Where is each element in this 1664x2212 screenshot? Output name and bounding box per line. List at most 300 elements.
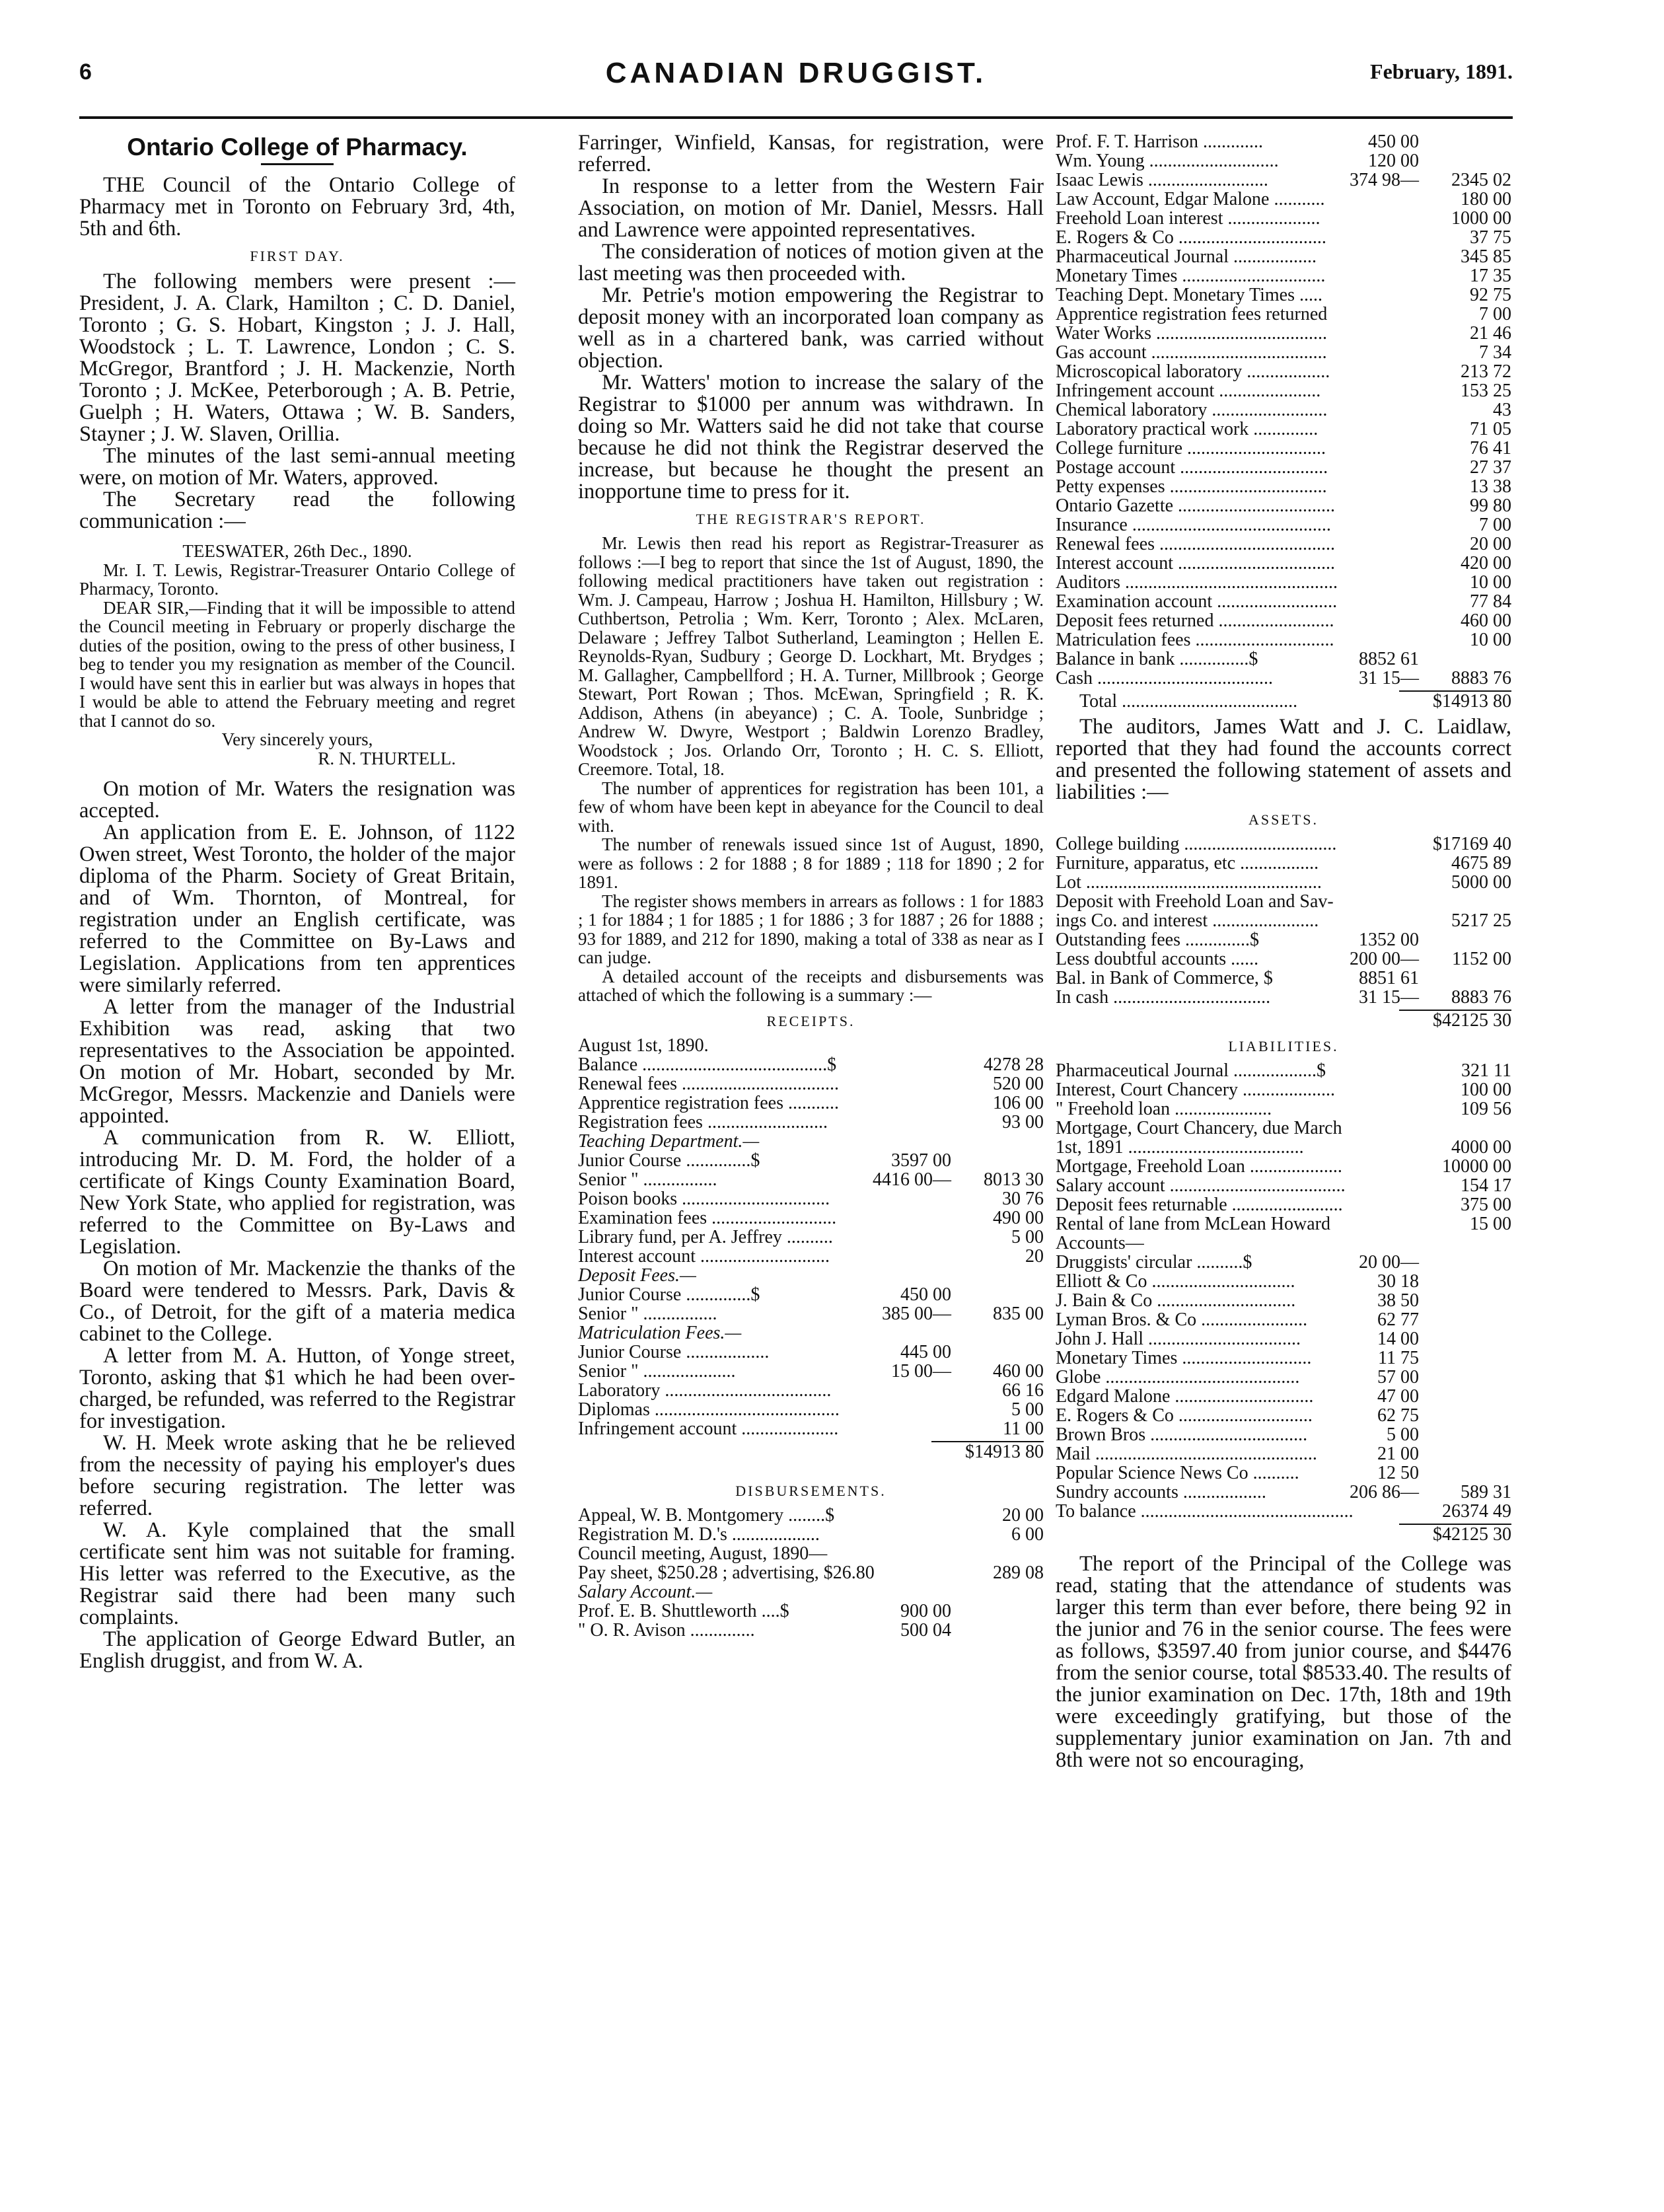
ledger-row	[1056, 1157, 1511, 1176]
paragraph: The report of the Principal of the College was read, stating that the attendance of students was larger this term than ever before, there being 92 in the junior and 76 in the senior course. The fees were as follows, $3597.40 from junior course, and $4476 from the senior course, total $8533.40. The results of the junior examination on Dec. 17th, 18th and 19th were exceedingly gratifying, but those of the supplementary junior examination on Jan. 7th and 8th were not so encouraging,	[1056, 1552, 1511, 1772]
ledger-amount	[852, 1419, 951, 1438]
ledger-amount	[1338, 573, 1428, 592]
ledger-row	[1056, 988, 1511, 1007]
page-header	[79, 57, 1513, 103]
ledger-item: Monetary Times ...............................	[1056, 266, 1326, 286]
ledger-total	[1419, 1425, 1511, 1444]
disbursements-heading: DISBURSEMENTS.	[735, 1482, 886, 1499]
ledger-item: Lyman Bros. & Co .......................	[1056, 1309, 1308, 1330]
ledger-amount: 14 00	[1377, 1329, 1419, 1349]
ledger-amount	[1320, 854, 1419, 873]
ledger-total: 154 17	[1461, 1175, 1511, 1196]
ledger-row	[1056, 834, 1511, 854]
ledger-total: 17 35	[1470, 266, 1511, 286]
ledger-item: Law Account, Edgar Malone ...........	[1056, 189, 1325, 209]
ledger-total: 77 84	[1470, 591, 1511, 612]
ledger-item: Diplomas ........................................	[578, 1399, 840, 1420]
ledger-amount	[1327, 324, 1422, 343]
paragraph: In response to a letter from the Western Fair Association, on motion of Mr. Daniel, Messrs. Hall and Lawrence were appointed representatives.	[578, 174, 1044, 242]
ledger-item: Poison books ................................	[578, 1188, 830, 1209]
ledger-amount: 450 00	[900, 1284, 951, 1305]
ledger-amount	[1335, 1080, 1426, 1099]
ledger-amount: 62 77	[1377, 1309, 1419, 1330]
ledger-row	[1056, 362, 1511, 381]
ledger-row	[1056, 1463, 1511, 1483]
paragraph: On motion of Mr. Mackenzie the thanks of the Board were tendered to Messrs. Park, Davis & Co., of Detroit, for the gift of a materia medica cabinet to the College.	[79, 1257, 515, 1346]
ledger-item: Apprentice registration fees returned	[1056, 304, 1328, 324]
ledger-item: Bal. in Bank of Commerce, $	[1056, 968, 1273, 988]
ledger-item: John J. Hall .................................	[1056, 1329, 1301, 1349]
ledger-total	[1419, 1368, 1511, 1387]
ledger-item: Ontario Gazette ..................................	[1056, 496, 1336, 516]
ledger-row	[1056, 439, 1511, 458]
ledger-item: Salary account ......................................	[1056, 1175, 1346, 1196]
ledger-row	[1056, 1272, 1511, 1291]
ledger-item: Appeal, W. B. Montgomery ........$	[578, 1504, 835, 1526]
ledger-row	[578, 1247, 1044, 1266]
ledger-amount	[1320, 911, 1419, 930]
ledger-amount	[1328, 458, 1423, 477]
ledger-row	[578, 1506, 1044, 1525]
ledger-amount	[852, 1247, 951, 1266]
paragraph: W. A. Kyle complained that the small certificate sent him was not suitable for framing. His letter was referred to the Executive, as the Registrar said there had been many such complaints.	[79, 1518, 515, 1629]
ledger-total: 7 34	[1479, 342, 1511, 363]
ledger-total: 5 00	[1011, 1399, 1044, 1420]
liabilities-total: $42125 30	[1433, 1524, 1511, 1545]
ledger-amount: 900 00	[900, 1600, 951, 1621]
ledger-amount	[1320, 381, 1419, 400]
ledger-item: Mortgage, Freehold Loan ....................	[1056, 1156, 1342, 1177]
ledger-row	[1056, 228, 1511, 247]
ledger-row	[1056, 305, 1511, 324]
ledger-item: Junior Course ..............$	[578, 1284, 760, 1305]
ledger-total	[1419, 969, 1511, 988]
ledger-total: 5 00	[1011, 1226, 1044, 1247]
ledger-amount: 374 98—	[1350, 170, 1419, 190]
ledger-total: 7 00	[1479, 304, 1511, 324]
ledger-total	[1419, 1348, 1511, 1368]
ledger-row	[1056, 1234, 1511, 1253]
ledger-item: Outstanding fees ..............$	[1056, 930, 1259, 950]
paragraph: THE Council of the Ontario College of Pharmacy met in Toronto on February 3rd, 4th, 5th and 6th.	[79, 173, 515, 240]
ledger-amount	[1320, 209, 1419, 228]
ledger-row	[1056, 420, 1511, 439]
ledger-amount	[852, 1381, 951, 1400]
ledger-item: Accounts—	[1056, 1233, 1144, 1253]
ledger-total	[1419, 649, 1511, 669]
ledger-total: 4000 00	[1451, 1137, 1511, 1158]
ledger-row	[578, 1113, 1044, 1132]
column-2	[578, 132, 1044, 1640]
paragraph: The consideration of notices of motion given at the last meeting was then proceeded with.	[578, 240, 1044, 285]
ledger-total: 43	[1493, 400, 1511, 420]
receipts-date: August 1st, 1890.	[578, 1035, 709, 1056]
ledger-total: 4278 28	[984, 1054, 1044, 1075]
subheading: Deposit Fees.—	[578, 1265, 696, 1286]
ledger-amount	[852, 1093, 951, 1113]
letter-signature: R. N. THURTELL.	[318, 748, 456, 768]
ledger-total: 37 75	[1470, 227, 1511, 248]
ledger-total: 10000 00	[1442, 1156, 1511, 1177]
letter-close: Very sincerely yours,	[221, 729, 373, 749]
ledger-row	[1056, 1099, 1511, 1119]
liabilities-table	[1056, 1061, 1511, 1521]
ledger-amount	[852, 1113, 951, 1132]
ledger-total: 153 25	[1461, 381, 1511, 401]
ledger-total: 1000 00	[1451, 208, 1511, 229]
ledger-amount: 38 50	[1377, 1290, 1419, 1311]
ledger-row	[578, 1055, 1044, 1074]
ledger-row	[578, 1381, 1044, 1400]
ledger-item: Petty expenses ..................................	[1056, 476, 1327, 497]
ledger-row	[578, 1419, 1044, 1438]
ledger-total	[1419, 930, 1511, 949]
ledger-row	[1056, 1061, 1511, 1080]
ledger-item: Cash ......................................	[1056, 668, 1273, 688]
ledger-total	[1419, 1463, 1511, 1483]
disbursements-continued-table	[1056, 132, 1511, 688]
ledger-amount	[1326, 1061, 1422, 1080]
report-paragraph: The register shows members in arrears as follows : 1 for 1883 ; 1 for 1884 ; 1 for 1885 ; 1 for 1886 ; 3 for 1887 ; 26 for 1888 ; 93 for 1889, and 212 for 1890, making a total of 338 as near as I can judge.	[578, 891, 1044, 967]
ledger-amount	[1334, 611, 1426, 630]
paragraph: W. H. Meek wrote asking that he be relieved from the necessity of paying his employer's dues before securing registration. The letter was referred.	[79, 1431, 515, 1520]
ledger-amount: 20 00—	[1359, 1252, 1419, 1272]
ledger-total: 30 76	[1002, 1188, 1044, 1209]
subheading: Salary Account.—	[578, 1581, 713, 1602]
ledger-item: Infringement account ......................	[1056, 381, 1321, 401]
ledger-row	[578, 1074, 1044, 1093]
ledger-amount: 500 04	[900, 1619, 951, 1641]
ledger-item: Monetary Times ............................	[1056, 1348, 1312, 1368]
ledger-row	[578, 1304, 1044, 1323]
subheading: Teaching Department.—	[578, 1130, 760, 1152]
ledger-amount	[852, 1055, 951, 1074]
ledger-item: Interest, Court Chancery ....................	[1056, 1080, 1336, 1100]
deposit-table	[578, 1285, 1044, 1323]
ledger-total	[951, 1621, 1044, 1640]
paragraph: The application of George Edward Butler, an English druggist, and from W. A.	[79, 1627, 515, 1673]
ledger-amount	[1343, 1195, 1430, 1214]
ledger-total: 345 85	[1461, 246, 1511, 267]
subheading: Matriculation Fees.—	[578, 1322, 742, 1343]
ledger-total: 321 11	[1461, 1060, 1511, 1081]
ledger-row	[578, 1563, 1044, 1582]
ledger-row	[578, 1170, 1044, 1189]
ledger-total: 835 00	[993, 1303, 1044, 1324]
ledger-amount	[1334, 892, 1426, 911]
article-title: Ontario College of Pharmacy.	[127, 133, 468, 161]
ledger-item: Deposit with Freehold Loan and Sav-	[1056, 891, 1334, 912]
paragraph: The following members were present :— President, J. A. Clark, Hamilton ; C. D. Daniel, Toronto ; G. S. Hobart, Kingston ; J. J. Hall, Woodstock ; L. T. Lawrence, London ; C. S. McGregor, Brantford ; J. H. Mackenzie, North Toronto ; J. McKee, Peterborough ; A. B. Petrie, Guelph ; H. Waters, Ottawa ; W. B. Sanders, Stayner ; J. W. Slaven, Orillia.	[79, 270, 515, 446]
ledger-amount	[852, 1544, 951, 1563]
ledger-total	[1419, 1291, 1511, 1310]
ledger-amount	[1327, 477, 1423, 496]
ledger-total: 375 00	[1461, 1195, 1511, 1215]
ledger-total	[951, 1285, 1044, 1304]
section-heading: FIRST DAY.	[250, 248, 345, 264]
ledger-amount: 120 00	[1368, 151, 1419, 171]
ledger-total: 71 05	[1470, 419, 1511, 439]
ledger-item: Deposit fees returnable ........................	[1056, 1195, 1343, 1215]
ledger-row	[1056, 1195, 1511, 1214]
ledger-row	[1056, 266, 1511, 285]
ledger-row	[578, 1362, 1044, 1381]
ledger-row	[1056, 1348, 1511, 1368]
ledger-amount	[1324, 190, 1421, 209]
ledger-item: Brown Bros ..................................	[1056, 1424, 1308, 1445]
ledger-total: $17169 40	[1433, 834, 1511, 854]
ledger-item: Gas account ......................................	[1056, 342, 1327, 363]
ledger-row	[1056, 190, 1511, 209]
ledger-amount: 450 00	[1368, 131, 1419, 152]
ledger-row	[578, 1343, 1044, 1362]
ledger-item: Matriculation fees ..............................	[1056, 630, 1334, 650]
ledger-row	[1056, 247, 1511, 266]
ledger-total: 20 00	[1470, 534, 1511, 554]
ledger-total: 490 00	[993, 1207, 1044, 1228]
ledger-total: 8013 30	[984, 1169, 1044, 1190]
ledger-row	[1056, 324, 1511, 343]
ledger-item: Lot ...................................................	[1056, 872, 1322, 893]
ledger-total: 4675 89	[1451, 853, 1511, 873]
ledger-item: Wm. Young ............................	[1056, 151, 1279, 171]
ledger-item: Elliott & Co ...............................	[1056, 1271, 1295, 1292]
ledger-total	[1419, 1406, 1511, 1425]
ledger-total: 26374 49	[1442, 1501, 1511, 1522]
section-heading: THE REGISTRAR'S REPORT.	[696, 511, 926, 527]
ledger-amount	[1320, 1099, 1419, 1119]
ledger-total: 520 00	[993, 1073, 1044, 1094]
ledger-item: J. Bain & Co ..............................	[1056, 1290, 1296, 1311]
ledger-total: 20 00	[1002, 1504, 1044, 1526]
liabilities-total-row	[1056, 1525, 1511, 1544]
ledger-total: 10 00	[1470, 572, 1511, 593]
ledger-row	[1056, 1425, 1511, 1444]
total-label: Total ......................................	[1079, 691, 1298, 712]
ledger-item: 1st, 1891 ......................................	[1056, 1137, 1304, 1158]
ledger-row	[578, 1621, 1044, 1640]
ledger-amount	[1320, 420, 1419, 439]
ledger-amount	[1342, 1119, 1430, 1138]
ledger-row	[1056, 669, 1511, 688]
ledger-row	[1056, 1329, 1511, 1348]
ledger-item: Postage account ................................	[1056, 457, 1328, 478]
letter-body: DEAR SIR,—Finding that it will be impossible to attend the Council meeting in February or properly discharge the duties of the position, owing to the press of other business, I beg to tender you my resignation as member of the Council. I would have sent this in earlier but was always in hopes that I would be able to attend the February meeting and regret that I cannot do so.	[79, 597, 515, 731]
ledger-row	[1056, 1291, 1511, 1310]
ledger-total: 289 08	[993, 1562, 1044, 1583]
ledger-total	[1419, 1234, 1511, 1253]
ledger-row	[1056, 854, 1511, 873]
paragraph: Mr. Watters' motion to increase the salary of the Registrar to $1000 per annum was withdrawn. In doing so Mr. Watters said he did not take that course because he did not think the Registrar deserved the increase, but because he thought the present an inopportune time to press for it.	[578, 371, 1044, 503]
ledger-row	[1056, 170, 1511, 190]
ledger-amount: 11 75	[1378, 1348, 1419, 1368]
ledger-item: In cash ..................................	[1056, 987, 1271, 1008]
disbursements-table	[578, 1506, 1044, 1582]
report-paragraph: Mr. Lewis then read his report as Registrar-Treasurer as follows :—I beg to report that since the 1st of August, 1890, the following medical practitioners have taken out registration : Wm. J. Campeau, Harrow ; Joshua H. Hamilton, Hillsbury ; W. Cuthbertson, Petrolia ; Wm. Kerr, Toronto ; Alex. McLaren, Delaware ; Jeffrey Talbot Sutherland, Leamington ; Hellen E. Reynolds-Ryan, Sudbury ; George D. Lockhart, Mt. Brydges ; M. Gallagher, Campbellford ; H. A. Turner, Millbrook ; George Stewart, Port Rowan ; Thos. McEwan, Springfield ; R. K. Addison, Athens (in abeyance) ; C. A. Toole, Sunbridge ; Andrew W. Dwyre, Westport ; Baldwin Lorenzo Bradley, Woodstock ; Jos. Orlando Orr, Toronto ; H. C. S. Elliott, Creemore. Total, 18.	[578, 533, 1044, 779]
ledger-total: 420 00	[1461, 553, 1511, 573]
ledger-amount	[1327, 343, 1423, 362]
ledger-total: 213 72	[1461, 361, 1511, 382]
ledger-amount	[1330, 362, 1424, 381]
ledger-item: Examination account ..........................	[1056, 591, 1338, 612]
ledger-amount: 1352 00	[1359, 930, 1419, 950]
ledger-amount: 30 18	[1377, 1271, 1419, 1292]
paragraph: Mr. Petrie's motion empowering the Registrar to deposit money with an incorporated loan company as well as in a chartered bank, was carried without objection.	[578, 283, 1044, 373]
ledger-item: Popular Science News Co ..........	[1056, 1463, 1299, 1483]
ledger-amount	[1320, 1234, 1419, 1253]
ledger-item: Mortgage, Court Chancery, due March	[1056, 1118, 1342, 1138]
ledger-amount	[1335, 496, 1426, 515]
paragraph: A communication from R. W. Elliott, introducing Mr. D. M. Ford, the holder of a certificate of Kings County Examination Board, New York State, who applied for registration, was referred to the Committee on By-Laws and Legislation.	[79, 1126, 515, 1259]
ledger-row	[1056, 1502, 1511, 1521]
ledger-row	[1056, 285, 1511, 305]
ledger-item: Chemical laboratory .........................	[1056, 400, 1328, 420]
ledger-row	[1056, 1176, 1511, 1195]
ledger-item: Senior " ....................	[578, 1360, 736, 1382]
ledger-row	[578, 1285, 1044, 1304]
ledger-total	[1419, 151, 1511, 170]
ledger-row	[578, 1400, 1044, 1419]
paragraph: Farringer, Winfield, Kansas, for registration, were referred.	[578, 131, 1044, 176]
letter-place: TEESWATER, 26th Dec., 1890.	[182, 541, 412, 561]
ledger-item: Apprentice registration fees ...........	[578, 1092, 839, 1113]
ledger-item: Interest account ..................................	[1056, 553, 1336, 573]
ledger-item: To balance ..............................................	[1056, 1501, 1354, 1522]
ledger-row	[1056, 1483, 1511, 1502]
ledger-amount	[1327, 400, 1422, 420]
ledger-row	[578, 1544, 1044, 1563]
ledger-total	[1426, 892, 1511, 911]
ledger-total	[951, 1602, 1044, 1621]
ledger-row	[1056, 151, 1511, 170]
ledger-amount	[1354, 1502, 1435, 1521]
ledger-item: E. Rogers & Co ................................	[1056, 227, 1326, 248]
ledger-amount	[852, 1525, 951, 1544]
ledger-row	[578, 1189, 1044, 1208]
ledger-amount	[1326, 228, 1422, 247]
ledger-row	[1056, 911, 1511, 930]
ledger-item: " O. R. Avison ..............	[578, 1619, 755, 1641]
ledger-total: 100 00	[1461, 1080, 1511, 1100]
report-paragraph: The number of apprentices for registration has been 101, a few of whom have been kept in abeyance for the Council to deal with.	[578, 778, 1044, 836]
ledger-total: 8883 76	[1451, 987, 1511, 1008]
ledger-item: Rental of lane from McLean Howard	[1056, 1214, 1330, 1234]
ledger-total: 5217 25	[1451, 910, 1511, 931]
ledger-item: Infringement account .....................	[578, 1418, 839, 1439]
ledger-item: Microscopical laboratory ..................	[1056, 361, 1330, 382]
ledger-total	[1419, 1329, 1511, 1348]
ledger-total: 180 00	[1461, 189, 1511, 209]
ledger-row	[1056, 458, 1511, 477]
ledger-total	[951, 1343, 1044, 1362]
ledger-row	[1056, 1080, 1511, 1099]
ledger-item: College building .................................	[1056, 834, 1337, 854]
ledger-row	[1056, 1119, 1511, 1138]
ledger-total: 15 00	[1470, 1214, 1511, 1234]
ledger-total	[951, 1544, 1044, 1563]
paragraph: A letter from M. A. Hutton, of Yonge street, Toronto, asking that $1 which he had been over-charged, be refunded, was referred to the Registrar for investigation.	[79, 1344, 515, 1433]
receipts-table	[578, 1055, 1044, 1132]
ledger-amount: 8852 61	[1359, 649, 1419, 669]
ledger-amount: 200 00—	[1350, 949, 1419, 969]
ledger-item: Renewal fees ......................................	[1056, 534, 1336, 554]
ledger-row	[1056, 969, 1511, 988]
ledger-amount: 445 00	[900, 1341, 951, 1362]
ledger-item: Sundry accounts ..................	[1056, 1482, 1266, 1502]
ledger-total: 92 75	[1470, 285, 1511, 305]
ledger-amount	[1327, 305, 1422, 324]
matriculation-table	[578, 1343, 1044, 1438]
ledger-total: 1152 00	[1452, 949, 1511, 969]
ledger-amount	[852, 1074, 951, 1093]
ledger-item: Globe ..........................................	[1056, 1367, 1300, 1387]
ledger-row	[1056, 535, 1511, 554]
ledger-amount: 385 00—	[882, 1303, 951, 1324]
paragraph: The auditors, James Watt and J. C. Laidlaw, reported that they had found the accounts correct and presented the following statement of assets and liabilities :—	[1056, 715, 1511, 804]
ledger-row	[578, 1151, 1044, 1170]
ledger-total: 106 00	[993, 1092, 1044, 1113]
ledger-amount	[1320, 1138, 1419, 1157]
ledger-total: 460 00	[1461, 610, 1511, 631]
ledger-row	[1056, 554, 1511, 573]
ledger-row	[1056, 1406, 1511, 1425]
ledger-row	[578, 1525, 1044, 1544]
ledger-total: 6 00	[1011, 1524, 1044, 1545]
ledger-row	[1056, 343, 1511, 362]
ledger-total: 7 00	[1479, 515, 1511, 535]
ledger-item: Isaac Lewis ..........................	[1056, 170, 1268, 190]
ledger-row	[1056, 949, 1511, 969]
ledger-amount: 57 00	[1377, 1367, 1419, 1387]
ledger-total: 8883 76	[1451, 668, 1511, 688]
ledger-total: 5000 00	[1451, 872, 1511, 893]
ledger-total	[1419, 132, 1511, 151]
ledger-amount: 206 86—	[1350, 1482, 1419, 1502]
ledger-total: 76 41	[1470, 438, 1511, 459]
ledger-item: Edgard Malone ..............................	[1056, 1386, 1314, 1407]
ledger-row	[1056, 930, 1511, 949]
ledger-item: Furniture, apparatus, etc .................	[1056, 853, 1319, 873]
ledger-row	[1056, 573, 1511, 592]
ledger-item: Renewal fees ..................................	[578, 1073, 840, 1094]
ledger-item: Pharmaceutical Journal ..................	[1056, 246, 1317, 267]
ledger-item: Interest account ............................	[578, 1245, 830, 1267]
ledger-amount	[1330, 1214, 1424, 1234]
ledger-row	[1056, 649, 1511, 669]
ledger-item: Druggists' circular ..........$	[1056, 1252, 1252, 1272]
ledger-item: Balance ........................................$	[578, 1054, 837, 1075]
ledger-item: Laboratory ....................................	[578, 1380, 832, 1401]
ledger-total: 109 56	[1461, 1099, 1511, 1119]
ledger-amount: 12 50	[1377, 1463, 1419, 1483]
assets-total-row	[1056, 1011, 1511, 1030]
ledger-amount: 4416 00—	[873, 1169, 951, 1190]
ledger-amount: 15 00—	[891, 1360, 951, 1382]
ledger-total: 460 00	[993, 1360, 1044, 1382]
ledger-item: Pharmaceutical Journal ..................$	[1056, 1060, 1326, 1081]
salary-table	[578, 1602, 1044, 1640]
ledger-item: Auditors ..............................................	[1056, 572, 1338, 593]
ledger-row	[1056, 1253, 1511, 1272]
ledger-item: Teaching Dept. Monetary Times .....	[1056, 285, 1322, 305]
paragraph: An application from E. E. Johnson, of 1122 Owen street, West Toronto, the holder of the major diploma of the Pharm. Society of Great Britain, and of Wm. Thornton, of Montreal, for registration under an English certificate, was referred to the Committee on By-Laws and Legislation. Applications from ten apprentices were similarly referred.	[79, 821, 515, 997]
report-paragraph: The number of renewals issued since 1st of August, 1890, were as follows : 2 for 1888 ; 8 for 1889 ; 118 for 1890 ; 2 for 1891.	[578, 834, 1044, 892]
ledger-row	[1056, 496, 1511, 515]
ledger-total: 589 31	[1461, 1482, 1511, 1502]
ledger-amount	[1346, 1176, 1431, 1195]
page-number: 6	[79, 59, 92, 85]
ledger-amount	[1322, 873, 1420, 892]
